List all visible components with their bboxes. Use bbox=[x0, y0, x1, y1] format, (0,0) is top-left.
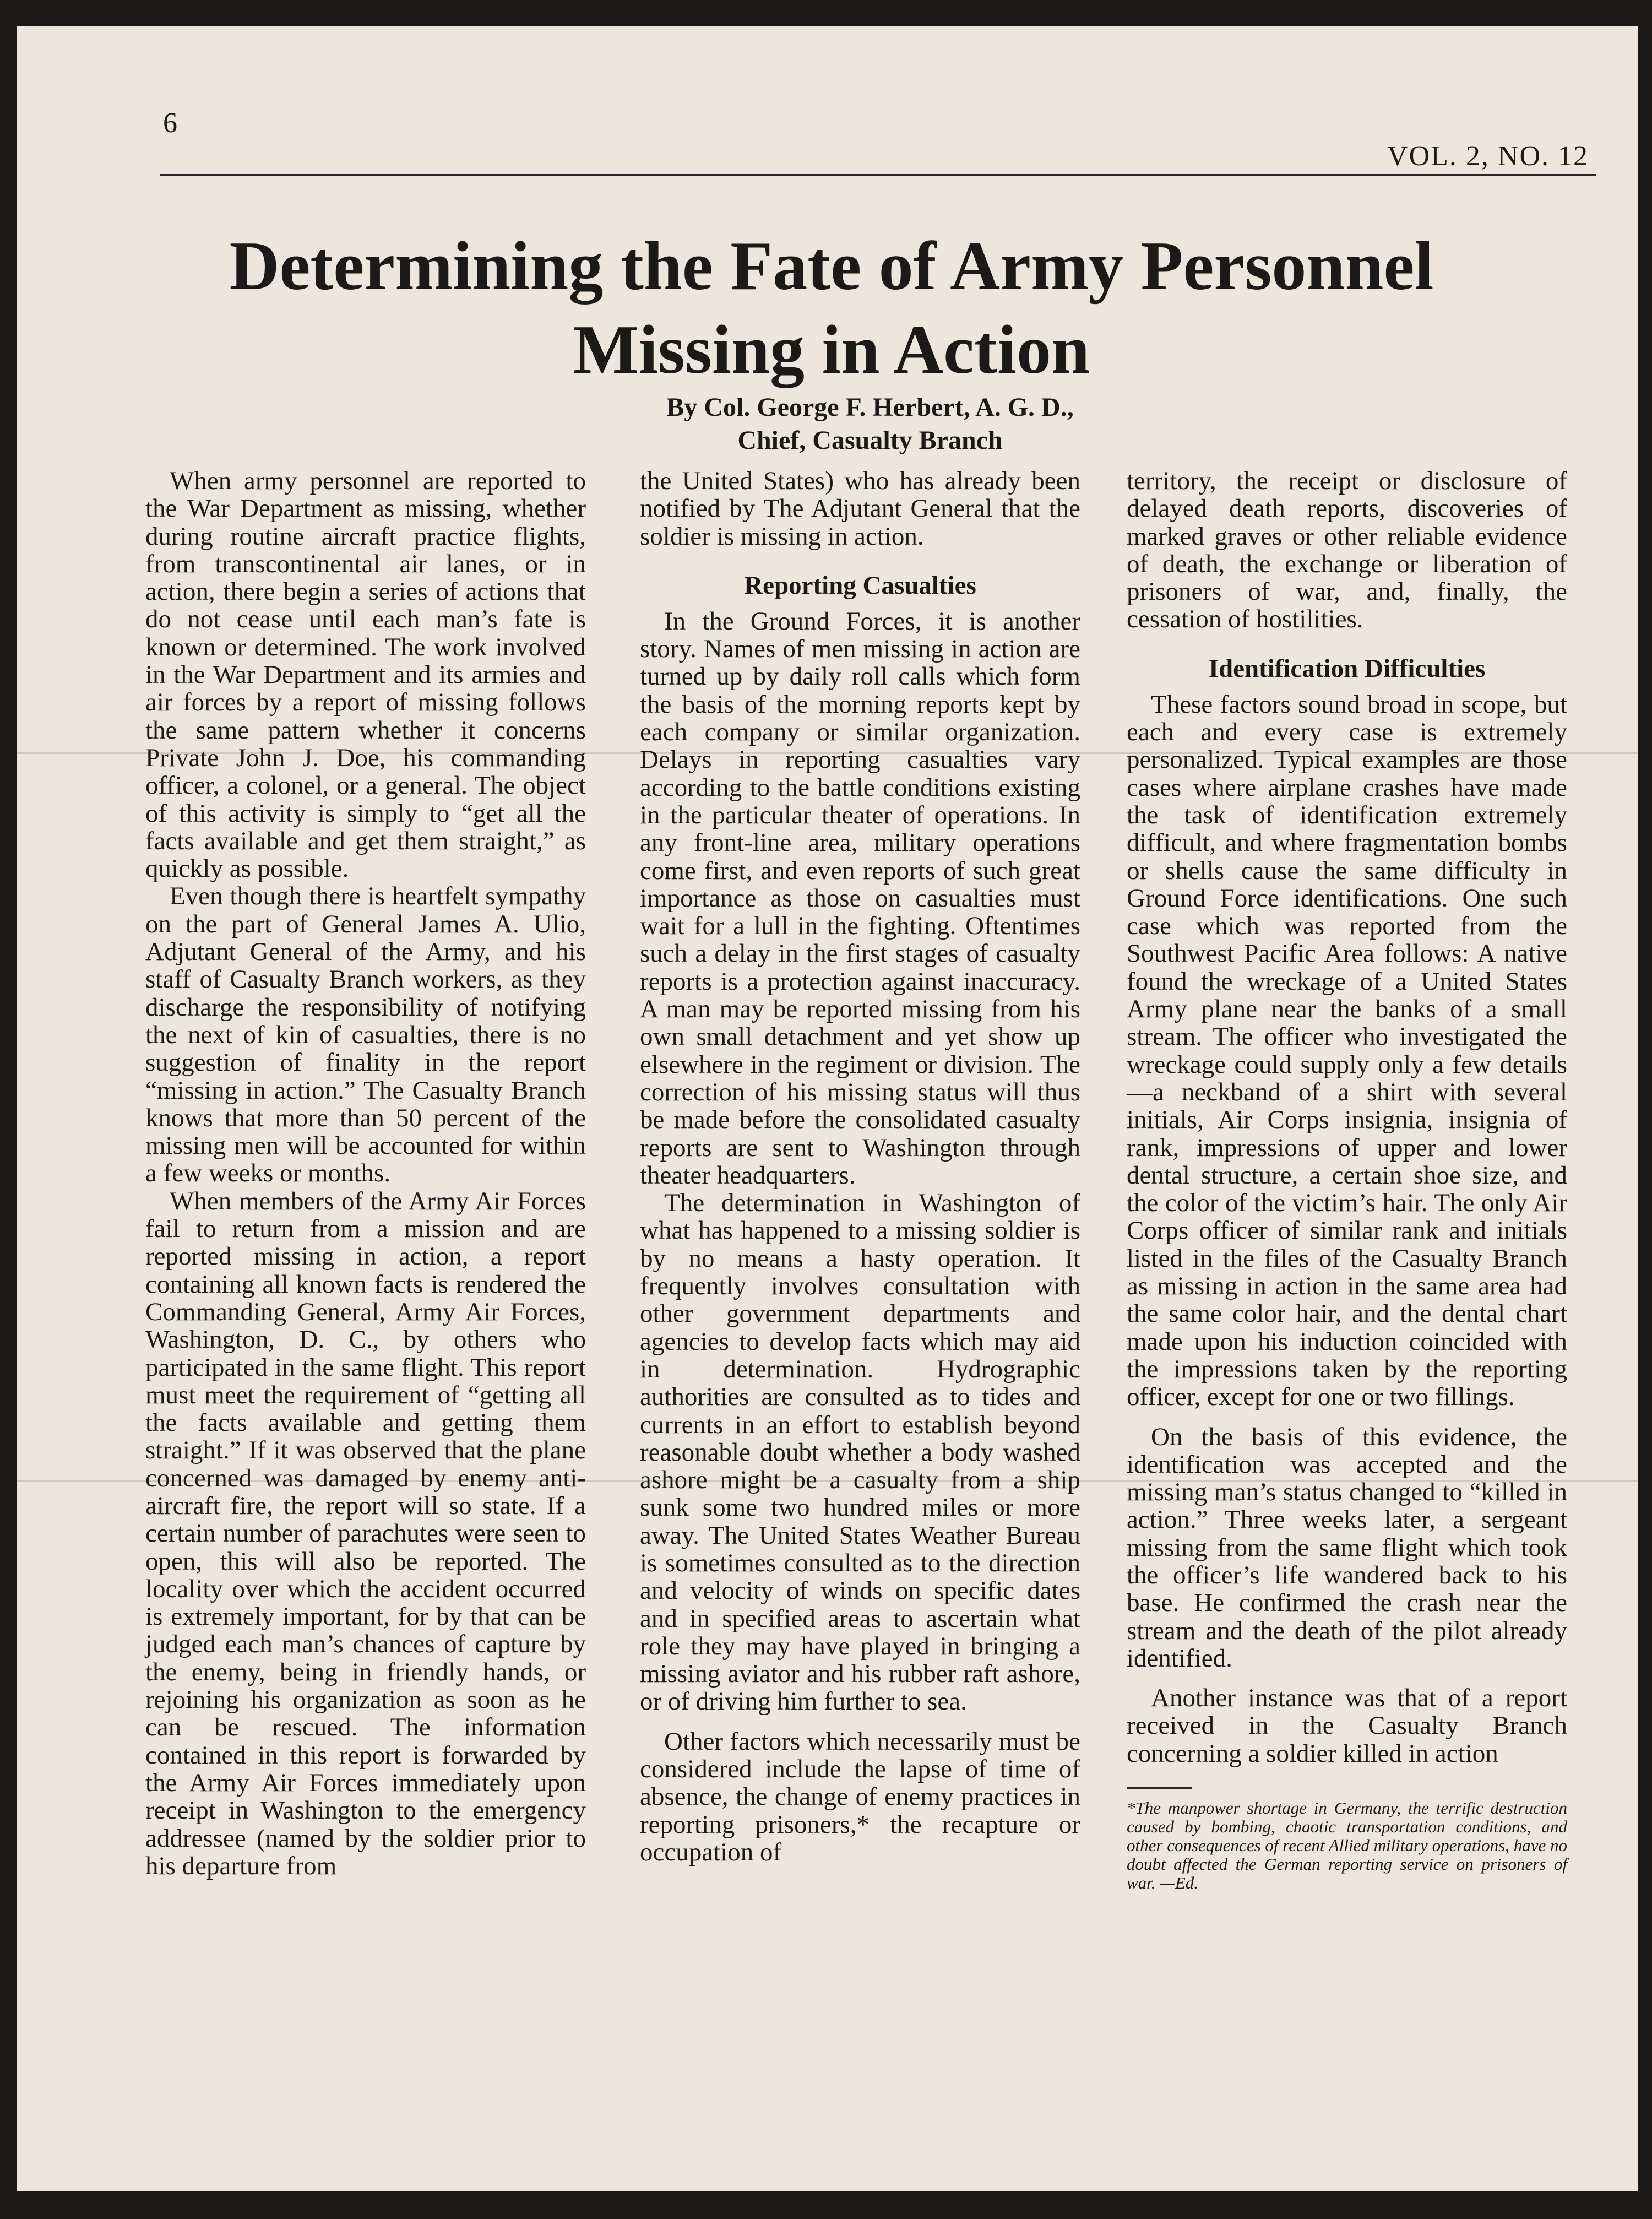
paragraph: the United States) who has already been notified by The Adjutant General that the soldier is missing in action. bbox=[640, 466, 1080, 551]
header-rule bbox=[160, 174, 1596, 176]
paragraph: On the basis of this evidence, the identification was accepted and the missing man’s status changed to “killed in action.” Three weeks later, a sergeant missing from the same flight which took the officer’s life wandered back to his base. He confirmed the crash near the stream and the death of the pilot already identified. bbox=[1127, 1422, 1567, 1673]
paragraph: The determination in Washington of what has happened to a missing soldier is by no means a hasty operation. It frequently involves consultation with other government departments and agencies to develop facts which may aid in determination. Hydrographic authorities are consulted as to tides and currents in an effort to establish beyond reasonable doubt whether a body washed ashore might be a casualty from a ship sunk some two hundred miles or more away. The United States Weather Bureau is sometimes consulted as to the direction and velocity of winds on specific dates and in specified areas to ascertain what role they may have played in bringing a missing aviator and his rubber raft ashore, or of driving him further to sea. bbox=[640, 1189, 1080, 1716]
footnote-rule bbox=[1127, 1787, 1192, 1789]
paragraph: When army personnel are reported to the War Department as missing, whether during routine aircraft practice flights, from transcontinental air lanes, or in action, there begin a series of actions that do not cease until each man’s fate is known or determined. The work involved in the War Department and its armies and air forces by a report of missing follows the same pattern whether it concerns Private John J. Doe, his commanding officer, a colonel, or a general. The object of this activity is simply to “get all the facts available and get them straight,” as quickly as possible. bbox=[145, 466, 586, 883]
page-number: 6 bbox=[163, 107, 177, 139]
column-1 bbox=[145, 467, 586, 1880]
section-heading: Identification Difficulties bbox=[1208, 654, 1486, 683]
paragraph: Another instance was that of a report received in the Casualty Branch concerning a soldier killed in action bbox=[1127, 1684, 1567, 1768]
volume-number: VOL. 2, NO. 12 bbox=[1387, 140, 1589, 172]
paragraph: When members of the Army Air Forces fail to return from a mission and are reported missing in action, a report containing all known facts is rendered the Commanding General, Army Air Forces, Washington, D. C., by others who participated in the same flight. This report must meet the requirement of “getting all the facts available and getting them straight.” If it was observed that the plane concerned was damaged by enemy anti-aircraft fire, the report will so state. If a certain number of parachutes were seen to open, this will also be reported. The locality over which the accident occurred is extremely important, for by that can be judged each man’s chances of capture by the enemy, being in friendly hands, or rejoining his organization as soon as he can be rescued. The information contained in this report is forwarded by the Army Air Forces immediately upon receipt in Washington to the emergency addressee (named by the soldier prior to his departure from bbox=[145, 1186, 586, 1880]
paragraph: In the Ground Forces, it is another story. Names of men missing in action are turned up by daily roll calls which form the basis of the morning reports kept by each company or similar organization. Delays in reporting casualties vary according to the battle conditions existing in the particular theater of operations. In any front-line area, military operations come first, and even reports of such great importance as those on casualties must wait for a lull in the fighting. Oftentimes such a delay in the first stages of casualty reports is a protection against inaccuracy. A man may be reported missing from his own small detachment and yet show up elsewhere in the regiment or division. The correction of his missing status will thus be made before the consolidated casualty reports are sent to Washington through theater headquarters. bbox=[640, 606, 1080, 1190]
paragraph: These factors sound broad in scope, but each and every case is extremely personalized. Typical examples are those cases where airplane crashes have made the task of identification extremely difficult, and where fragmentation bombs or shells cause the same difficulty in Ground Force identifications. One such case which was reported from the Southwest Pacific Area follows: A native found the wreckage of a United States Army plane near the banks of a small stream. The officer who investigated the wreckage could supply only a few details—a neckband of a shirt with several initials, Air Corps insignia, insignia of rank, impressions of upper and lower dental structure, a certain shoe size, and the color of the victim’s hair. The only Air Corps officer of similar rank and initials listed in the files of the Casualty Branch as missing in action in the same area had the same color hair, and the dental chart made upon his induction coincided with the impressions taken by the reporting officer, except for one or two fillings. bbox=[1127, 690, 1567, 1412]
byline-author: By Col. George F. Herbert, A. G. D., bbox=[666, 393, 1074, 422]
paragraph: territory, the receipt or disclosure of delayed death reports, discoveries of marked graves or other reliable evidence of death, the exchange or liberation of prisoners of war, and, finally, the cessation of hostilities. bbox=[1127, 466, 1567, 634]
paragraph: Other factors which necessarily must be considered include the lapse of time of absence, the change of enemy practices in reporting prisoners,* the recapture or occupation of bbox=[640, 1727, 1080, 1867]
column-3 bbox=[1127, 467, 1567, 1892]
section-heading: Reporting Casualties bbox=[744, 571, 976, 600]
paragraph: Even though there is heartfelt sympathy on the part of General James A. Ulio, Adjutant General of the Army, and his staff of Casualty Branch workers, as they discharge the responsibility of notifying the next of kin of casualties, there is no suggestion of finality in the report “missing in action.” The Casualty Branch knows that more than 50 percent of the missing men will be accounted for within a few weeks or months. bbox=[145, 882, 586, 1188]
byline bbox=[512, 391, 1228, 457]
column-2 bbox=[640, 467, 1080, 1866]
byline-position: Chief, Casualty Branch bbox=[737, 426, 1003, 455]
footnote: *The manpower shortage in Germany, the terrific destruction caused by bombing, chaotic transportation conditions, and other consequences of recent Allied military operations, have no doubt affected the German reporting service on prisoners of war. —Ed. bbox=[1127, 1798, 1567, 1893]
article-title: Determining the Fate of Army Personnel Missing in Action bbox=[229, 228, 1434, 388]
magazine-page bbox=[17, 26, 1638, 2191]
